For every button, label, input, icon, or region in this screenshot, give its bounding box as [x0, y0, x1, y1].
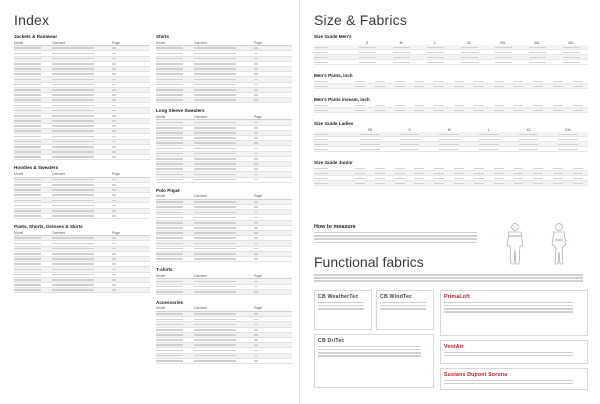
fabric-windtec — [376, 290, 434, 330]
index-column-headers: Model Garment Page — [156, 194, 292, 200]
size-guide — [314, 160, 588, 186]
size-guide-row — [314, 147, 588, 152]
index-row — [156, 98, 292, 103]
index-column-headers: Model Garment Page — [156, 41, 292, 47]
how-to-measure-title: How to measure — [314, 224, 356, 230]
index-column-2 — [156, 34, 292, 369]
size-guide-title: Men's Pants, inch — [314, 73, 353, 78]
index-column-headers: Model Garment Page — [156, 306, 292, 312]
index-row — [156, 359, 292, 364]
size-guide — [314, 121, 588, 152]
size-guide — [314, 97, 588, 113]
body-measure-figure-male — [500, 222, 530, 266]
size-guide-title: Size Guide Ladies — [314, 121, 354, 126]
size-guide-row — [314, 108, 588, 113]
size-guide-title: Size Guide Men's — [314, 34, 352, 39]
how-to-measure — [314, 224, 484, 245]
fabric-brand-windtec: CB WindTec — [380, 294, 413, 300]
index-row — [14, 214, 150, 219]
size-guide-row — [314, 84, 588, 89]
size-guide — [314, 34, 588, 65]
index-column-headers: Model Garment Page — [14, 231, 150, 237]
fabric-brand-primaloft: PrimaLoft — [444, 294, 471, 300]
index-section — [14, 165, 150, 219]
index-section-title: Polo Piqué — [156, 187, 180, 193]
index-section-title: Jackets & Rainwear — [14, 34, 58, 39]
index-column-headers: Model Garment Page — [14, 41, 150, 47]
index-section-title: Long Sleeve Sweaters — [156, 108, 205, 114]
index-row — [156, 290, 292, 295]
size-guide — [314, 73, 588, 89]
fabric-weathertec — [314, 290, 372, 330]
size-fabrics-page — [300, 0, 600, 404]
size-fabrics-title: Size & Fabrics — [314, 12, 408, 28]
size-guide-header: XS S M L XL XXL — [367, 127, 572, 132]
index-section — [156, 34, 292, 103]
index-title: Index — [14, 12, 50, 28]
fabric-brand-dritec: CB DriTec — [318, 338, 345, 344]
index-row — [14, 155, 150, 160]
index-section-title: Hoodies & Sweaters — [14, 165, 59, 171]
index-row — [156, 178, 292, 183]
fabric-brand-sorona: Sustans Dupont Sorona — [444, 372, 508, 378]
index-section-title: Accessories — [156, 299, 184, 305]
index-section-title: T-shirts — [156, 267, 173, 273]
fabric-dritec — [314, 334, 434, 388]
body-measure-figure-female — [544, 222, 574, 266]
index-column-headers: Model Garment Page — [156, 274, 292, 280]
index-section — [156, 108, 292, 182]
index-section — [14, 34, 150, 160]
index-section-title: Pants, Shorts, Dresses & Skirts — [14, 224, 83, 229]
index-row — [14, 288, 150, 293]
fabric-sorona — [440, 368, 588, 390]
size-guide-row — [314, 60, 588, 65]
fabric-brand-weathertec: CB WeatherTec — [318, 294, 359, 300]
index-row — [156, 257, 292, 262]
index-section — [14, 224, 150, 293]
index-section — [156, 267, 292, 295]
index-section — [156, 300, 292, 364]
size-guide-header: S M L XL XXL 3XL 4XL — [365, 40, 575, 45]
functional-fabrics-title: Functional fabrics — [314, 254, 424, 270]
fabric-primaloft — [440, 290, 588, 336]
index-section-title: Shirts — [156, 34, 170, 39]
size-guide-title: Size Guide Junior — [314, 160, 353, 165]
how-to-measure-text — [314, 232, 484, 244]
fabric-ventair — [440, 340, 588, 364]
size-guide-title: Men's Pants inseam, inch — [314, 97, 370, 102]
index-column-1 — [14, 34, 150, 298]
index-column-headers: Model Garment Page — [156, 115, 292, 121]
size-guide-row — [314, 181, 588, 186]
index-section — [156, 188, 292, 262]
functional-fabrics-intro — [314, 274, 588, 284]
fabric-brand-ventair: VentAir — [444, 344, 464, 350]
index-column-headers: Model Garment Page — [14, 172, 150, 178]
